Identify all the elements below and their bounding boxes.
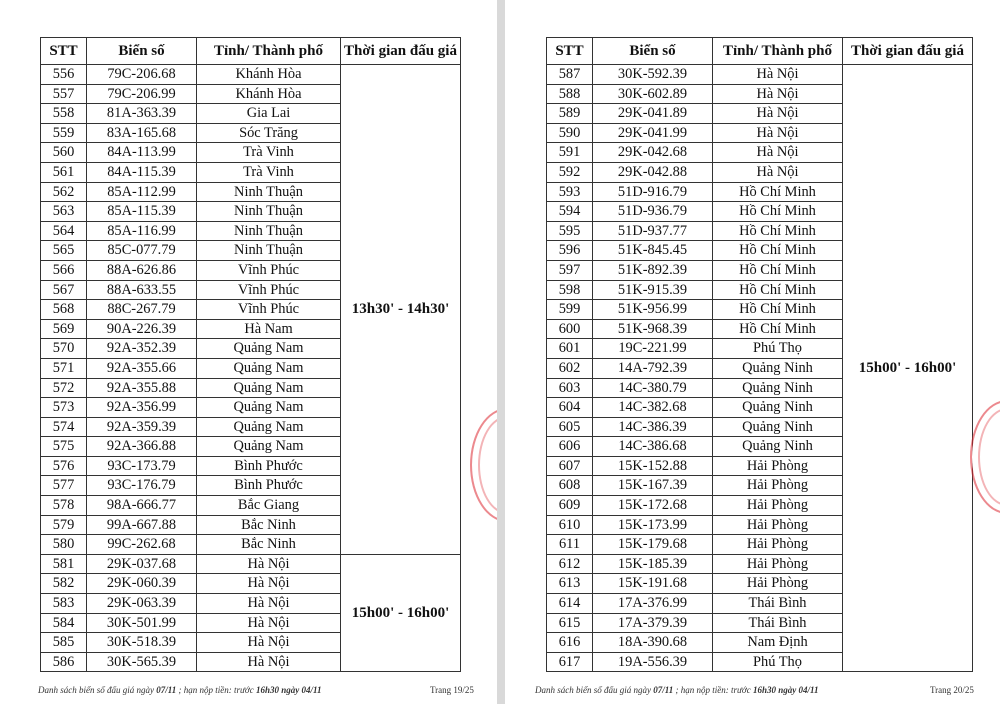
plate-cell: 92A-366.88: [87, 437, 197, 457]
stt-cell: 613: [547, 574, 593, 594]
header-province: Tỉnh/ Thành phố: [197, 38, 341, 65]
plate-cell: 51D-916.79: [593, 182, 713, 202]
province-cell: Hà Nội: [197, 554, 341, 574]
province-cell: Hồ Chí Minh: [713, 241, 843, 261]
stt-cell: 568: [41, 300, 87, 320]
province-cell: Khánh Hòa: [197, 65, 341, 85]
province-cell: Hà Nội: [713, 104, 843, 124]
province-cell: Hồ Chí Minh: [713, 260, 843, 280]
stt-cell: 594: [547, 202, 593, 222]
plate-cell: 51K-915.39: [593, 280, 713, 300]
stt-cell: 564: [41, 221, 87, 241]
header-time: Thời gian đấu giá: [843, 38, 973, 65]
stt-cell: 587: [547, 65, 593, 85]
header-plate: Biển số: [87, 38, 197, 65]
province-cell: Sóc Trăng: [197, 123, 341, 143]
stt-cell: 559: [41, 123, 87, 143]
table-body-left: [41, 65, 461, 672]
stt-cell: 584: [41, 613, 87, 633]
province-cell: Quảng Nam: [197, 417, 341, 437]
table-row: [547, 65, 973, 85]
stt-cell: 573: [41, 398, 87, 418]
stt-cell: 565: [41, 241, 87, 261]
document-page-right: [505, 0, 1000, 704]
plate-cell: 51D-937.77: [593, 221, 713, 241]
plate-cell: 92A-352.39: [87, 339, 197, 359]
province-cell: Bình Phước: [197, 476, 341, 496]
stt-cell: 575: [41, 437, 87, 457]
stt-cell: 583: [41, 594, 87, 614]
province-cell: Hà Nội: [197, 594, 341, 614]
stt-cell: 598: [547, 280, 593, 300]
province-cell: Bình Phước: [197, 456, 341, 476]
plate-cell: 29K-041.89: [593, 104, 713, 124]
province-cell: Hải Phòng: [713, 496, 843, 516]
plate-cell: 17A-376.99: [593, 594, 713, 614]
stt-cell: 578: [41, 496, 87, 516]
plate-cell: 51K-892.39: [593, 260, 713, 280]
stt-cell: 560: [41, 143, 87, 163]
time-slot-cell: 15h00' - 16h00': [341, 554, 461, 672]
province-cell: Hà Nội: [713, 84, 843, 104]
plate-cell: 17A-379.39: [593, 613, 713, 633]
stt-cell: 616: [547, 633, 593, 653]
plate-cell: 92A-359.39: [87, 417, 197, 437]
plate-cell: 30K-602.89: [593, 84, 713, 104]
province-cell: Trà Vinh: [197, 162, 341, 182]
stt-cell: 591: [547, 143, 593, 163]
plate-cell: 85A-116.99: [87, 221, 197, 241]
province-cell: Hà Nội: [197, 633, 341, 653]
plate-cell: 99C-262.68: [87, 535, 197, 555]
stt-cell: 581: [41, 554, 87, 574]
province-cell: Quảng Ninh: [713, 358, 843, 378]
stt-cell: 593: [547, 182, 593, 202]
stt-cell: 589: [547, 104, 593, 124]
plate-cell: 19C-221.99: [593, 339, 713, 359]
plate-cell: 79C-206.68: [87, 65, 197, 85]
province-cell: Bắc Ninh: [197, 515, 341, 535]
stt-cell: 610: [547, 515, 593, 535]
province-cell: Hà Nam: [197, 319, 341, 339]
province-cell: Hồ Chí Minh: [713, 319, 843, 339]
plate-cell: 88C-267.79: [87, 300, 197, 320]
plate-cell: 14C-386.39: [593, 417, 713, 437]
stt-cell: 576: [41, 456, 87, 476]
province-cell: Hà Nội: [713, 123, 843, 143]
time-slot-cell: 15h00' - 16h00': [843, 65, 973, 672]
stt-cell: 597: [547, 260, 593, 280]
plate-cell: 90A-226.39: [87, 319, 197, 339]
province-cell: Hồ Chí Minh: [713, 202, 843, 222]
stt-cell: 588: [547, 84, 593, 104]
province-cell: Hải Phòng: [713, 515, 843, 535]
stt-cell: 617: [547, 652, 593, 672]
time-slot-cell: 13h30' - 14h30': [341, 65, 461, 555]
stt-cell: 556: [41, 65, 87, 85]
stt-cell: 570: [41, 339, 87, 359]
stt-cell: 586: [41, 652, 87, 672]
plate-cell: 51K-956.99: [593, 300, 713, 320]
plate-cell: 30K-501.99: [87, 613, 197, 633]
plate-cell: 30K-592.39: [593, 65, 713, 85]
plate-cell: 83A-165.68: [87, 123, 197, 143]
province-cell: Quảng Nam: [197, 358, 341, 378]
stt-cell: 566: [41, 260, 87, 280]
province-cell: Hà Nội: [713, 162, 843, 182]
plate-cell: 93C-173.79: [87, 456, 197, 476]
plate-cell: 15K-167.39: [593, 476, 713, 496]
plate-cell: 15K-152.88: [593, 456, 713, 476]
stt-cell: 567: [41, 280, 87, 300]
stt-cell: 606: [547, 437, 593, 457]
plate-cell: 79C-206.99: [87, 84, 197, 104]
header-stt: STT: [41, 38, 87, 65]
province-cell: Thái Bình: [713, 613, 843, 633]
province-cell: Hà Nội: [197, 652, 341, 672]
stt-cell: 600: [547, 319, 593, 339]
province-cell: Bắc Ninh: [197, 535, 341, 555]
header-time: Thời gian đấu giá: [341, 38, 461, 65]
plate-cell: 30K-565.39: [87, 652, 197, 672]
stt-cell: 603: [547, 378, 593, 398]
plate-cell: 19A-556.39: [593, 652, 713, 672]
plate-cell: 93C-176.79: [87, 476, 197, 496]
province-cell: Hải Phòng: [713, 476, 843, 496]
province-cell: Hà Nội: [713, 143, 843, 163]
stt-cell: 557: [41, 84, 87, 104]
stt-cell: 607: [547, 456, 593, 476]
province-cell: Phú Thọ: [713, 339, 843, 359]
plate-cell: 98A-666.77: [87, 496, 197, 516]
stt-cell: 561: [41, 162, 87, 182]
stt-cell: 562: [41, 182, 87, 202]
stt-cell: 609: [547, 496, 593, 516]
plate-cell: 81A-363.39: [87, 104, 197, 124]
plate-cell: 85A-115.39: [87, 202, 197, 222]
plate-cell: 29K-042.68: [593, 143, 713, 163]
stt-cell: 601: [547, 339, 593, 359]
plate-cell: 29K-041.99: [593, 123, 713, 143]
stt-cell: 614: [547, 594, 593, 614]
stt-cell: 592: [547, 162, 593, 182]
province-cell: Hải Phòng: [713, 574, 843, 594]
plate-cell: 51K-968.39: [593, 319, 713, 339]
province-cell: Vĩnh Phúc: [197, 300, 341, 320]
plate-cell: 99A-667.88: [87, 515, 197, 535]
province-cell: Hồ Chí Minh: [713, 300, 843, 320]
province-cell: Quảng Ninh: [713, 417, 843, 437]
table-header-row: [41, 38, 461, 65]
province-cell: Hà Nội: [197, 613, 341, 633]
plate-cell: 88A-633.55: [87, 280, 197, 300]
plate-cell: 14A-792.39: [593, 358, 713, 378]
province-cell: Trà Vinh: [197, 143, 341, 163]
stt-cell: 611: [547, 535, 593, 555]
document-page-left: [0, 0, 497, 704]
stt-cell: 582: [41, 574, 87, 594]
plate-cell: 14C-380.79: [593, 378, 713, 398]
stt-cell: 612: [547, 554, 593, 574]
province-cell: Quảng Ninh: [713, 437, 843, 457]
province-cell: Hồ Chí Minh: [713, 221, 843, 241]
red-seal-stamp: [470, 408, 497, 522]
plate-cell: 92A-355.88: [87, 378, 197, 398]
province-cell: Hà Nội: [197, 574, 341, 594]
province-cell: Gia Lai: [197, 104, 341, 124]
province-cell: Ninh Thuận: [197, 221, 341, 241]
stt-cell: 569: [41, 319, 87, 339]
province-cell: Quảng Nam: [197, 437, 341, 457]
header-plate: Biển số: [593, 38, 713, 65]
stt-cell: 590: [547, 123, 593, 143]
table-row: [41, 554, 461, 574]
stt-cell: 572: [41, 378, 87, 398]
stt-cell: 615: [547, 613, 593, 633]
plate-cell: 18A-390.68: [593, 633, 713, 653]
plate-cell: 15K-172.68: [593, 496, 713, 516]
footer-note-right: Danh sách biển số đấu giá ngày 07/11 ; hạn nộp tiền: trước 16h30 ngày 04/11: [535, 685, 819, 695]
table-header-row: [547, 38, 973, 65]
province-cell: Hồ Chí Minh: [713, 280, 843, 300]
plate-cell: 29K-060.39: [87, 574, 197, 594]
stt-cell: 571: [41, 358, 87, 378]
province-cell: Quảng Ninh: [713, 378, 843, 398]
plate-cell: 84A-115.39: [87, 162, 197, 182]
stt-cell: 558: [41, 104, 87, 124]
header-stt: STT: [547, 38, 593, 65]
plate-cell: 92A-356.99: [87, 398, 197, 418]
province-cell: Hồ Chí Minh: [713, 182, 843, 202]
plate-cell: 51K-845.45: [593, 241, 713, 261]
stt-cell: 580: [41, 535, 87, 555]
page-number-left: Trang 19/25: [430, 685, 474, 695]
province-cell: Nam Định: [713, 633, 843, 653]
plate-table-left: [40, 37, 461, 672]
province-cell: Thái Bình: [713, 594, 843, 614]
plate-cell: 29K-042.88: [593, 162, 713, 182]
plate-cell: 51D-936.79: [593, 202, 713, 222]
table-row: [41, 65, 461, 85]
stt-cell: 595: [547, 221, 593, 241]
province-cell: Quảng Ninh: [713, 398, 843, 418]
province-cell: Hải Phòng: [713, 554, 843, 574]
province-cell: Hải Phòng: [713, 456, 843, 476]
plate-cell: 15K-191.68: [593, 574, 713, 594]
page-number-right: Trang 20/25: [930, 685, 974, 695]
province-cell: Khánh Hòa: [197, 84, 341, 104]
stt-cell: 585: [41, 633, 87, 653]
stt-cell: 596: [547, 241, 593, 261]
header-province: Tỉnh/ Thành phố: [713, 38, 843, 65]
province-cell: Vĩnh Phúc: [197, 260, 341, 280]
stt-cell: 579: [41, 515, 87, 535]
footer-note-left: Danh sách biển số đấu giá ngày 07/11 ; hạn nộp tiền: trước 16h30 ngày 04/11: [38, 685, 322, 695]
province-cell: Quảng Nam: [197, 339, 341, 359]
table-body-right: [547, 65, 973, 672]
plate-cell: 29K-063.39: [87, 594, 197, 614]
stt-cell: 602: [547, 358, 593, 378]
province-cell: Ninh Thuận: [197, 182, 341, 202]
province-cell: Hà Nội: [713, 65, 843, 85]
plate-cell: 88A-626.86: [87, 260, 197, 280]
plate-cell: 30K-518.39: [87, 633, 197, 653]
plate-cell: 84A-113.99: [87, 143, 197, 163]
stt-cell: 563: [41, 202, 87, 222]
plate-cell: 85A-112.99: [87, 182, 197, 202]
stt-cell: 574: [41, 417, 87, 437]
stt-cell: 577: [41, 476, 87, 496]
stt-cell: 605: [547, 417, 593, 437]
plate-cell: 92A-355.66: [87, 358, 197, 378]
province-cell: Bắc Giang: [197, 496, 341, 516]
province-cell: Quảng Nam: [197, 378, 341, 398]
province-cell: Vĩnh Phúc: [197, 280, 341, 300]
plate-cell: 85C-077.79: [87, 241, 197, 261]
plate-cell: 15K-179.68: [593, 535, 713, 555]
plate-cell: 29K-037.68: [87, 554, 197, 574]
province-cell: Ninh Thuận: [197, 241, 341, 261]
plate-cell: 14C-386.68: [593, 437, 713, 457]
province-cell: Quảng Nam: [197, 398, 341, 418]
plate-cell: 15K-173.99: [593, 515, 713, 535]
province-cell: Ninh Thuận: [197, 202, 341, 222]
province-cell: Phú Thọ: [713, 652, 843, 672]
plate-cell: 15K-185.39: [593, 554, 713, 574]
red-seal-stamp: [970, 400, 1000, 514]
province-cell: Hải Phòng: [713, 535, 843, 555]
stt-cell: 604: [547, 398, 593, 418]
stt-cell: 608: [547, 476, 593, 496]
plate-table-right: [546, 37, 973, 672]
stt-cell: 599: [547, 300, 593, 320]
plate-cell: 14C-382.68: [593, 398, 713, 418]
